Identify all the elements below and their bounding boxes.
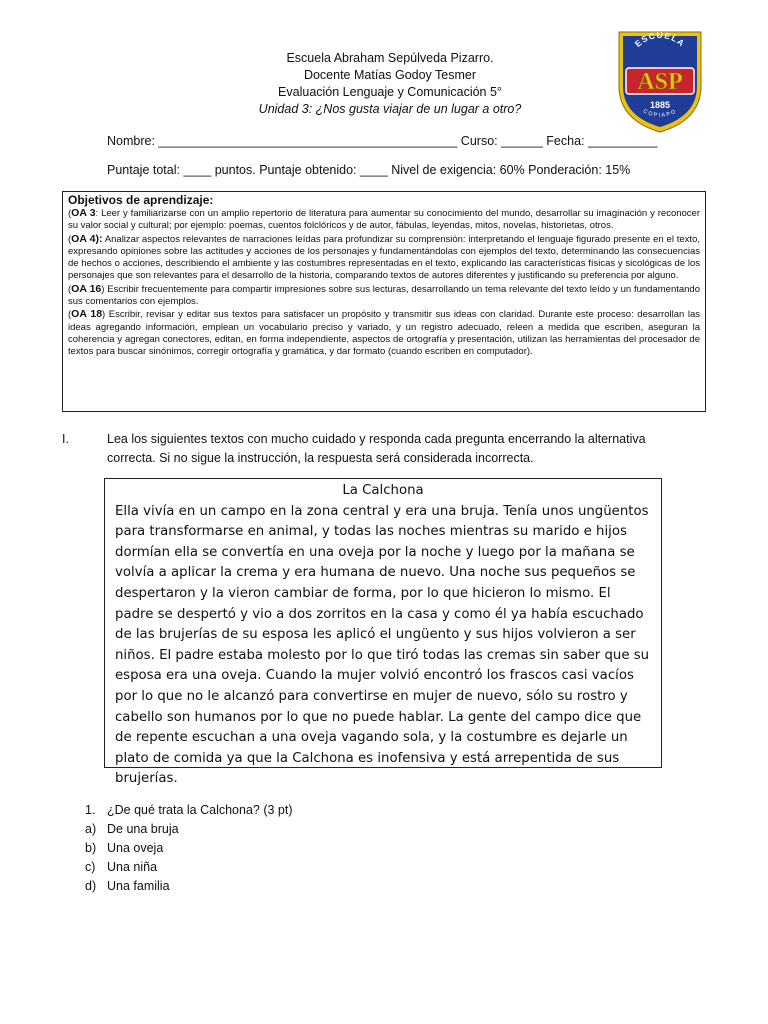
question-text: ¿De qué trata la Calchona? (3 pt) xyxy=(107,803,293,817)
learning-objectives-box xyxy=(62,191,706,412)
crest-initials: ASP xyxy=(637,69,683,95)
school-name: Escuela Abraham Sepúlveda Pizarro. xyxy=(286,51,494,65)
crest-bottom-text: COPIAPO xyxy=(642,108,678,119)
objective-code: OA 18 xyxy=(71,308,103,321)
option-letter: c) xyxy=(85,860,96,874)
crest-year: 1885 xyxy=(649,100,671,110)
option-text: Una familia xyxy=(107,879,170,893)
objective-code: OA 4): xyxy=(71,232,103,245)
objectives-title: Objetivos de aprendizaje: xyxy=(68,193,214,207)
teacher-name: Docente Matías Godoy Tesmer xyxy=(303,68,477,82)
objective-item: (OA 4): Analizar aspectos relevantes de narraciones leídas para profundizar su comprensión: interpretando el lenguaje figurado presente en el texto, expresando opiniones sobre las actitudes y acciones de los personajes y fundamentándolas con ejemplos del texto, determinando las consecuencias de hechos o acciones, describiendo el ambiente y las costumbres representadas en el texto, explicando las características físicas y sicológicas de los personajes que son relevantes para el desarrollo de la historia, comparando textos de autores diferentes y justificando su preferencia por alguno. xyxy=(68,232,700,282)
story-title: La Calchona xyxy=(342,483,424,498)
objective-item: (OA 16) Escribir frecuentemente para compartir impresiones sobre sus lecturas, desarrollando un tema relevante del texto leído y un fundamentando sus comentarios con ejemplos. xyxy=(68,282,700,308)
reading-text-box xyxy=(104,478,662,787)
objective-text: Leer y familiarizarse con un amplio repertorio de literatura para aumentar su conocimiento del mundo, desarrollar su imaginación y reconocer su valor social y cultural; por ejemplo: poemas, cuentos folclóricos y de autor, fábulas, leyendas, mitos, novelas, historietas, otros. xyxy=(68,208,700,232)
instruction-text: Lea los siguientes textos con mucho cuidado y responda cada pregunta encerrando la alternativa correcta. Si no sigue la instrucción, la respuesta será considerada incorrecta. xyxy=(107,432,646,465)
objective-item: (OA 3: Leer y familiarizarse con un amplio repertorio de literatura para aumentar su conocimiento del mundo, desarrollar su imaginación y reconocer su valor social y cultural; por ejemplo: poemas, cuentos folclóricos y de autor, fábulas, leyendas, mitos, novelas, historietas, otros. xyxy=(68,207,700,232)
evaluation-title: Evaluación Lenguaje y Comunicación 5° xyxy=(278,85,502,99)
option-text: Una niña xyxy=(107,860,158,874)
student-info-line: Nombre: ___________________________________________ Curso: ______ Fecha: __________ xyxy=(107,134,658,148)
objective-code: OA 16 xyxy=(71,282,102,295)
option-letter: a) xyxy=(85,822,97,836)
document-header xyxy=(180,50,600,118)
objective-item: (OA 18) Escribir, revisar y editar sus textos para satisfacer un propósito y transmitir sus ideas con claridad. Durante este proceso: desarrollan las ideas agregando información, emplean un vocabulario preciso y variado, y un registro adecuado, releen a medida que escriben, aseguran la coherencia y agregan conectores, editan, en forma independiente, aspectos de ortografía y presentación, utilizan las herramientas del procesador de textos para buscar sinónimos, corregir ortografía y gramática, y dar formato (cuando escriben en computador). xyxy=(68,308,700,358)
option-text: De una bruja xyxy=(107,822,179,836)
section-number: I. xyxy=(62,432,69,446)
question-number: 1. xyxy=(85,803,96,817)
unit-title: Unidad 3: ¿Nos gusta viajar de un lugar a otro? xyxy=(258,102,522,116)
story-body: Ella vivía en un campo en la zona central y era una bruja. Tenía unos ungüentos para transformarse en animal, y todas las noches mientras su marido e hijos dormían ella se convertía en una oveja por la noche y luego por la mañana se volvía a aplicar la crema y era humana de nuevo. Una noche sus pequeños se despertaron y la vieron cambiar de forma, por lo que hicieron lo mismo. El padre se despertó y vio a dos zorritos en la casa y como él ya había escuchado de las brujerías de su esposa les aplicó el ungüento y sus hijos volvieron a ser niños. El padre estaba molesto por lo que tiró todas las cremas sin saber que su esposa era una oveja. Cuando la mujer volvió encontró los frascos casi vacíos por lo que no le alcanzó para convertirse en mujer de nuevo, sólo su rostro y cabello son humanos por lo que no puede hablar. La gente del campo dice que de repente escuchan a una oveja vagando sola, y la costumbre es dejarle un plato de comida ya que la Calchona es inofensiva y está arrepentida de sus brujerías. xyxy=(115,503,650,787)
crest-top-text: ESCUELA xyxy=(632,29,688,49)
score-info-line: Puntaje total: ____ puntos. Puntaje obtenido: ____ Nivel de exigencia: 60% Ponderación: 15% xyxy=(107,163,631,177)
option-letter: d) xyxy=(85,879,97,893)
objective-text: Escribir frecuentemente para compartir impresiones sobre sus lecturas, desarrollando un tema relevante del texto leído y un fundamentando sus comentarios con ejemplos. xyxy=(68,283,700,308)
objective-text: Analizar aspectos relevantes de narraciones leídas para profundizar su comprensión: interpretando el lenguaje figurado presente en el texto, expresando opiniones sobre las actitudes y acciones de los personajes y fundamentándolas con ejemplos del texto, determinando las consecuencias de hechos o acciones, describiendo el ambiente y las costumbres representadas en el texto, explicando las características físicas y sicológicas de los personajes que son relevantes para el desarrollo de la historia, comparando textos de autores diferentes y justificando su preferencia por alguno. xyxy=(68,233,700,282)
objective-text: Escribir, revisar y editar sus textos para satisfacer un propósito y transmitir sus ideas con claridad. Durante este proceso: desarrollan las ideas agregando información, emplean un vocabulario preciso y variado, y un registro adecuado, releen a medida que escriben, aseguran la coherencia y agregan conectores, editan, en forma independiente, aspectos de ortografía y presentación, utilizan las herramientas del procesador de textos para buscar sinónimos, corregir ortografía y gramática, y dar formato (cuando escriben en computador). xyxy=(68,309,700,358)
school-crest-logo xyxy=(616,28,704,134)
objective-code: OA 3 xyxy=(71,207,96,219)
option-letter: b) xyxy=(85,841,97,855)
option-text: Una oveja xyxy=(107,841,164,855)
